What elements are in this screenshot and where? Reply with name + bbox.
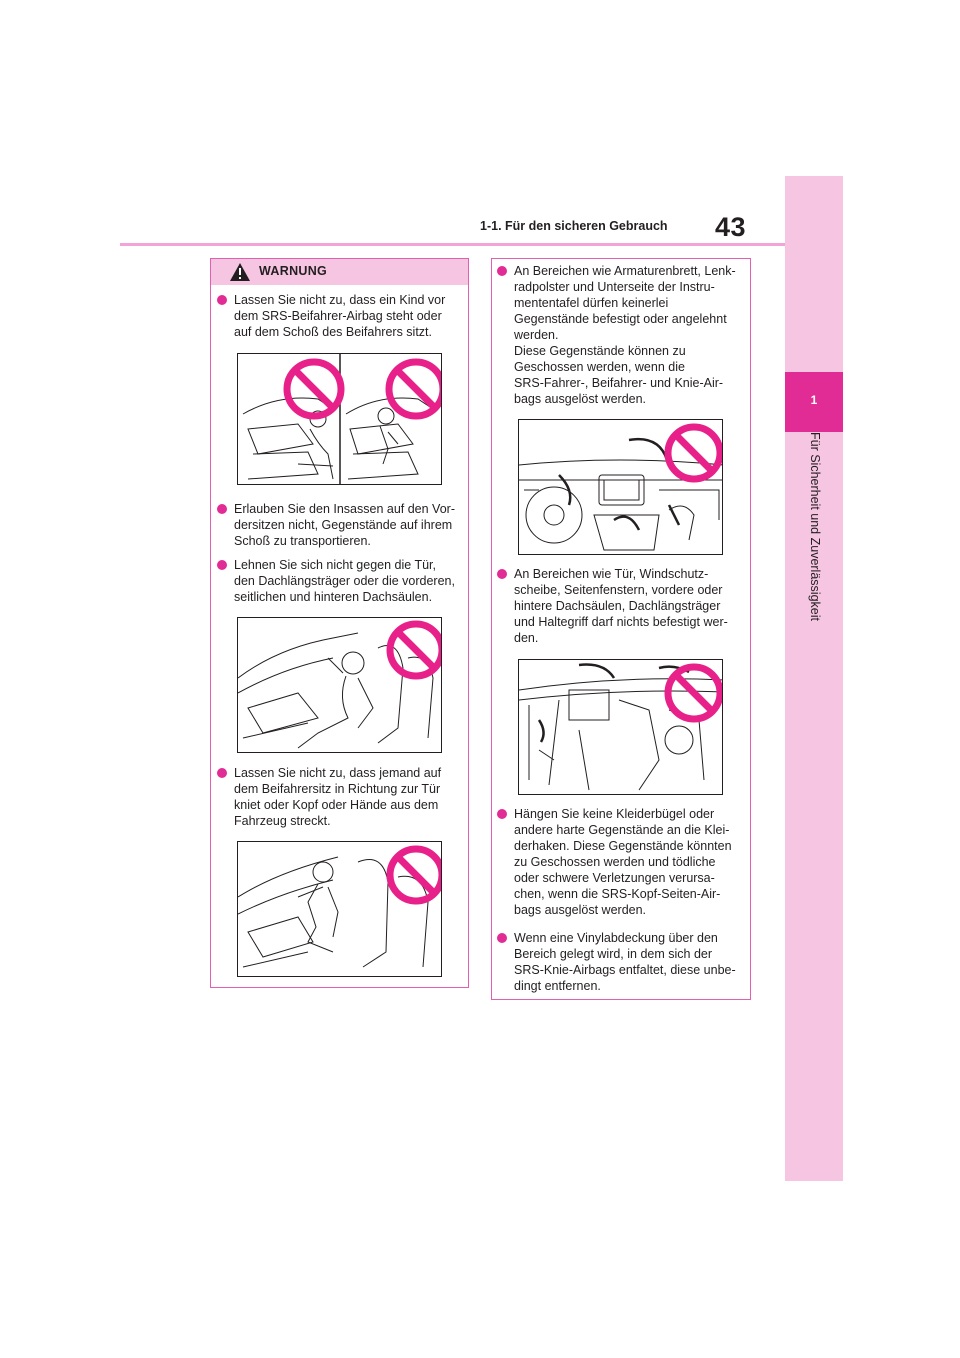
illustration-kneeling-on-seat [237, 841, 442, 977]
bullet-line: An Bereichen wie Armaturenbrett, Lenk- [514, 264, 736, 278]
cabin-pillars-drawing [519, 660, 723, 795]
chapter-number: 1 [810, 393, 818, 407]
bullet-line: mententafel dürfen keinerlei [514, 296, 669, 310]
bullet-line: derhaken. Diese Gegenstände könnten [514, 839, 732, 853]
illustration-child-on-lap [237, 353, 442, 485]
bullet-dot-icon [497, 266, 507, 276]
bullet-line: Lassen Sie nicht zu, dass ein Kind vor [234, 293, 446, 307]
bullet-line: bags ausgelöst werden. [514, 903, 647, 917]
illustration-leaning-on-door [237, 617, 442, 753]
bullet-line: scheibe, Seitenfenstern, vordere oder [514, 583, 723, 597]
bullet-line: und Haltegriff darf nichts befestigt wer- [514, 615, 728, 629]
bullet-line: dem Beifahrersitz in Richtung zur Tür [234, 782, 441, 796]
bullet-line: Hängen Sie keine Kleiderbügel oder [514, 807, 715, 821]
warning-triangle-icon [229, 262, 251, 282]
dashboard-drawing [519, 420, 723, 555]
bullet-line: den Dachlängsträger oder die vorderen, [234, 574, 455, 588]
bullet-line: Fahrzeug streckt. [234, 814, 331, 828]
section-title: 1-1. Für den sicheren Gebrauch [480, 219, 668, 233]
bullet-dot-icon [217, 560, 227, 570]
bullet-line: bags ausgelöst werden. [514, 392, 647, 406]
bullet-dot-icon [217, 504, 227, 514]
bullet-line: Lassen Sie nicht zu, dass jemand auf [234, 766, 442, 780]
bullet-line: zu Geschossen werden und tödliche [514, 855, 716, 869]
prohibition-icon [668, 667, 720, 719]
illustration-cabin-pillars [518, 659, 723, 795]
leaning-door-drawing [238, 618, 442, 753]
bullet-line: Erlauben Sie den Insassen auf den Vor- [234, 502, 455, 516]
warning-label: WARNUNG [259, 264, 328, 278]
bullet-line: oder schwere Verletzungen verursa- [514, 871, 715, 885]
illustration-dashboard [518, 419, 723, 555]
bullet-line: Geschossen werden, wenn die [514, 360, 685, 374]
prohibition-icon [287, 362, 341, 416]
bullet-line: Wenn eine Vinylabdeckung über den [514, 931, 718, 945]
prohibition-icon [668, 427, 720, 479]
prohibition-icon [390, 849, 442, 901]
bullet-dot-icon [217, 768, 227, 778]
bullet-line: andere harte Gegenstände an die Klei- [514, 823, 730, 837]
warning-header [211, 259, 468, 285]
bullet-line: Lehnen Sie sich nicht gegen die Tür, [234, 558, 436, 572]
bullet-line: SRS-Knie-Airbags entfaltet, diese unbe- [514, 963, 736, 977]
bullet-line: Bereich gelegt wird, in dem sich der [514, 947, 713, 961]
bullet-dot-icon [497, 809, 507, 819]
page-number: 43 [715, 212, 747, 242]
child-airbag-drawing [238, 354, 442, 485]
bullet-line: hintere Dachsäulen, Dachlängsträger [514, 599, 721, 613]
bullet-line: den. [514, 631, 539, 645]
bullet-line: auf dem Schoß des Beifahrers sitzt. [234, 325, 433, 339]
bullet-line: SRS-Fahrer-, Beifahrer- und Knie-Air- [514, 376, 724, 390]
bullet-dot-icon [497, 933, 507, 943]
bullet-line: dingt entfernen. [514, 979, 601, 993]
chapter-title: Für Sicherheit und Zuverlässigkeit [808, 432, 822, 621]
bullet-line: Gegenstände befestigt oder angelehnt [514, 312, 727, 326]
prohibition-icon [390, 624, 442, 676]
bullet-line: Schoß zu transportieren. [234, 534, 371, 548]
prohibition-icon [389, 362, 442, 416]
bullet-line: werden. [514, 328, 559, 342]
bullet-line: seitlichen und hinteren Dachsäulen. [234, 590, 433, 604]
bullet-line: kniet oder Kopf oder Hände aus dem [234, 798, 439, 812]
chapter-side-tab [785, 176, 843, 1181]
bullet-line: dersitzen nicht, Gegenstände auf ihrem [234, 518, 453, 532]
kneeling-seat-drawing [238, 842, 442, 977]
bullet-line: radpolster und Unterseite der Instru- [514, 280, 715, 294]
header-rule [120, 243, 785, 246]
bullet-line: dem SRS-Beifahrer-Airbag steht oder [234, 309, 442, 323]
bullet-dot-icon [217, 295, 227, 305]
bullet-line: chen, wenn die SRS-Kopf-Seiten-Air- [514, 887, 721, 901]
bullet-dot-icon [497, 569, 507, 579]
bullet-line: An Bereichen wie Tür, Windschutz- [514, 567, 709, 581]
bullet-line: Diese Gegenstände können zu [514, 344, 686, 358]
